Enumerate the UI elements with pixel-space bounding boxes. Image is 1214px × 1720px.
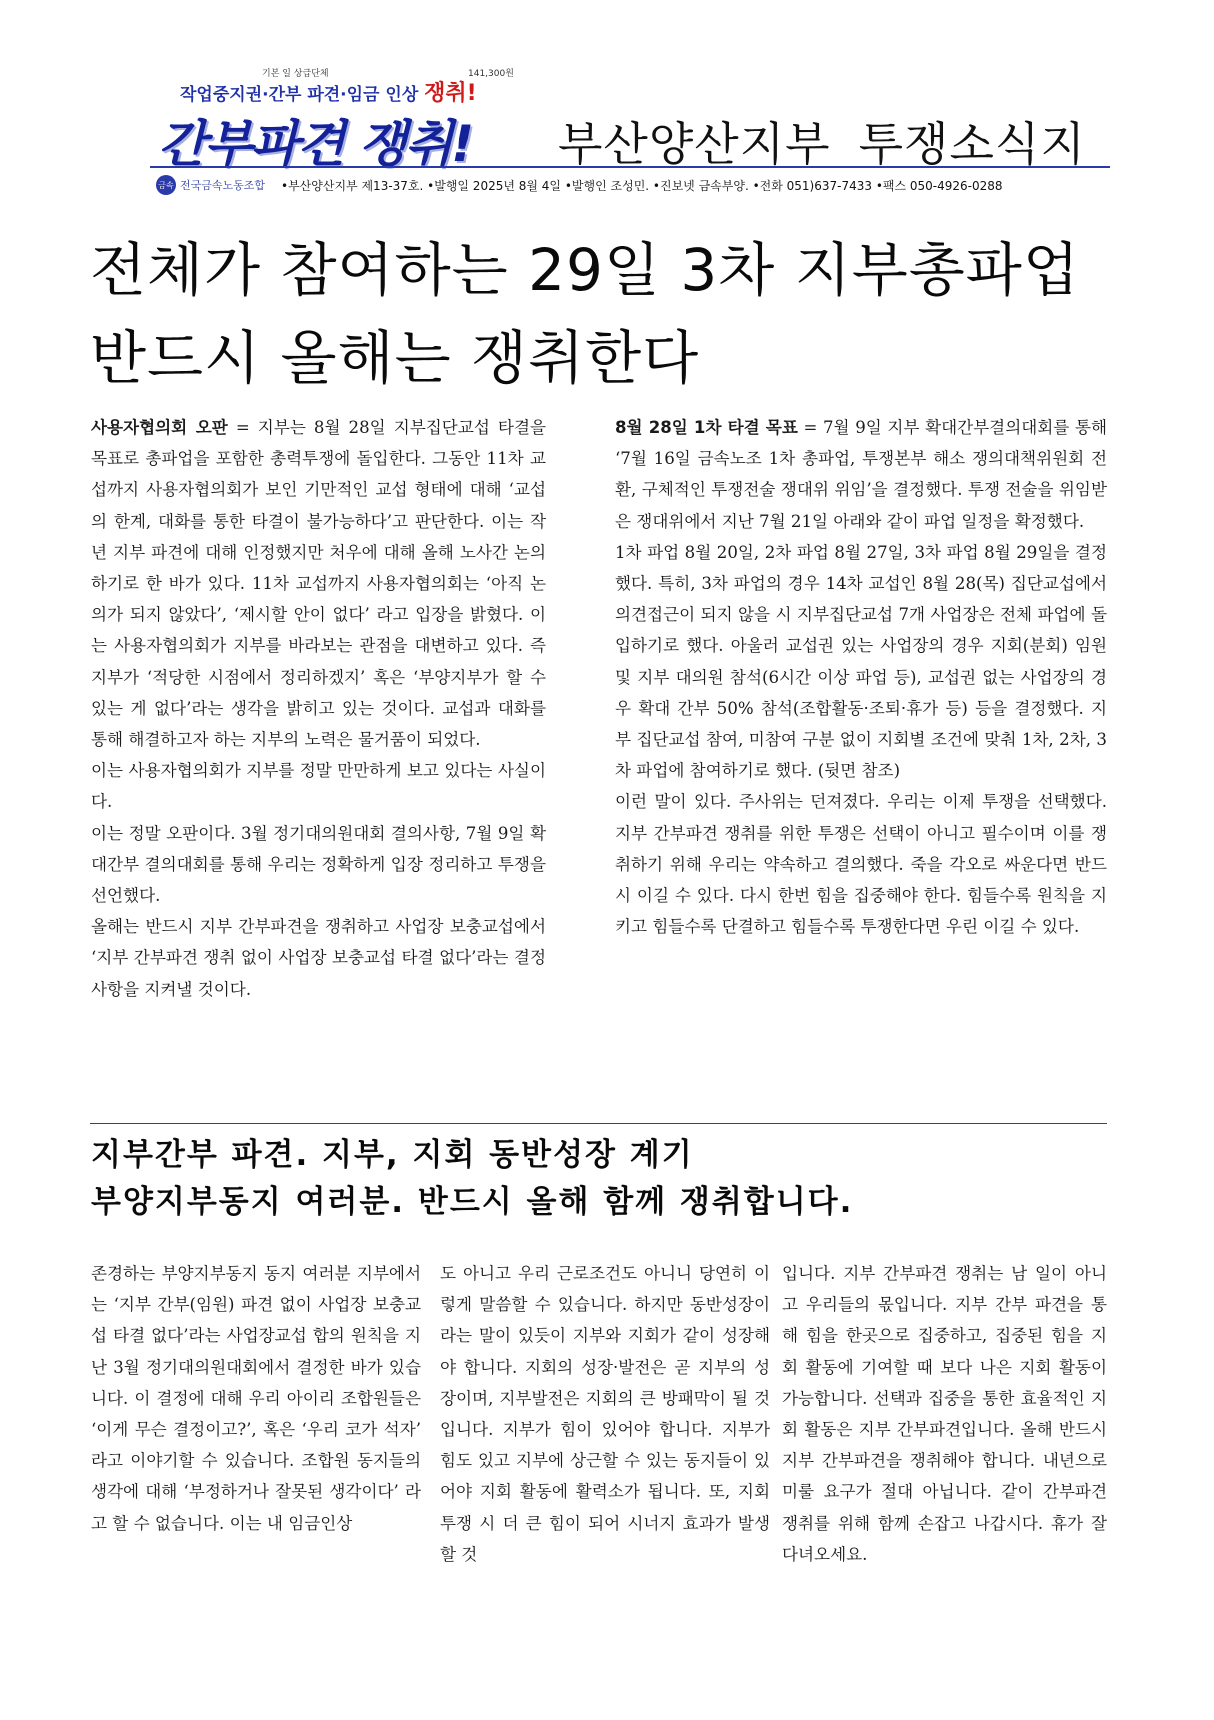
paragraph: 1차 파업 8월 20일, 2차 파업 8월 27일, 3차 파업 8월 29일을 결정했다. 특히, 3차 파업의 경우 14차 교섭인 8월 28(목) 집단교섭에서 의견접근이 되지 않을 시 지부집단교섭 7개 사업장은 전체 파업에 돌입하기로 했다. 아울러 교섭권 있는 사업장의 경우 지회(분회) 임원 및 지부 대의원 참석(6시간 이상 파업 등), 교섭권 없는 사업장의 경우 확대 간부 50% 참석(조합활동·조퇴·휴가 등) 등을 결정했다. 지부 집단교섭 참여, 미참여 구분 없이 지회별 조건에 맞춰 1차, 2차, 3차 파업에 참여하기로 했다. (뒷면 참조) bbox=[615, 542, 1107, 781]
section-divider bbox=[90, 1123, 1107, 1124]
article-2-column-3 bbox=[782, 1258, 1107, 1570]
slogan-note-2: 141,300원 bbox=[468, 69, 514, 79]
paragraph bbox=[615, 412, 1107, 537]
article-2-column-1 bbox=[91, 1258, 421, 1539]
main-headline bbox=[90, 226, 1140, 402]
article-2-headline-line-2: 부양지부동지 여러분. 반드시 올해 함께 쟁취합니다. bbox=[91, 1184, 854, 1220]
headline-line-2: 반드시 올해는 쟁취한다 bbox=[90, 324, 700, 392]
campaign-logo: 간부파견 쟁취! bbox=[158, 115, 473, 173]
article-2-column-2 bbox=[440, 1258, 770, 1570]
paragraph: 도 아니고 우리 근로조건도 아니니 당연히 이렇게 말씀할 수 있습니다. 하지만 동반성장이라는 말이 있듯이 지부와 지회가 같이 성장해야 합니다. 지회의 성장·발전은 곧 지부의 성장이며, 지부발전은 지회의 큰 방패막이 될 것입니다. 지부가 힘이 있어야 합니다. 지부가 힘도 있고 지부에 상근할 수 있는 동지들이 있어야 지회 활동에 활력소가 됩니다. 또, 지회 투쟁 시 더 큰 힘이 되어 시너지 효과가 발생할 것 bbox=[440, 1264, 770, 1564]
slogan-main: 작업중지권·간부 파견·임금 인상 bbox=[180, 85, 419, 105]
slogan bbox=[180, 76, 477, 107]
publication-info: •부산양산지부 제13-37호. •발행일 2025년 8월 4일 •발행인 조성민. •진보넷 금속부양. •전화 051)637-7433 •팩스 050-4926-0288 bbox=[281, 178, 1003, 193]
headline-line-1: 전체가 참여하는 29일 3차 지부총파업 bbox=[90, 236, 1080, 304]
paragraph: 이는 정말 오판이다. 3월 정기대의원대회 결의사항, 7월 9일 확대간부 결의대회를 통해 우리는 정확하게 입장 정리하고 투쟁을 선언했다. bbox=[91, 823, 546, 906]
newsletter-name: 투쟁소식지 bbox=[858, 117, 1086, 171]
branch-name: 부산양산지부 bbox=[558, 117, 831, 171]
article-1-column-1 bbox=[91, 412, 546, 1005]
slogan-win: 쟁취! bbox=[424, 81, 477, 106]
paragraph: 입니다. 지부 간부파견 쟁취는 남 일이 아니고 우리들의 몫입니다. 지부 간부 파견을 통해 힘을 한곳으로 집중하고, 집중된 힘을 지회 활동에 기여할 때 보다 나은 지회 활동이 가능합니다. 선택과 집중을 통한 효율적인 지회 활동은 지부 간부파견입니다. 올해 반드시 지부 간부파견을 쟁취해야 합니다. 내년으로 미룰 요구가 절대 아닙니다. 같이 간부파견 쟁취를 위해 함께 손잡고 나갑시다. 휴가 잘 다녀오세요. bbox=[782, 1264, 1107, 1564]
paragraph: 올해는 반드시 지부 간부파견을 쟁취하고 사업장 보충교섭에서 ‘지부 간부파견 쟁취 없이 사업장 보충교섭 타결 없다’라는 결정사항을 지켜낼 것이다. bbox=[91, 917, 546, 999]
paragraph: 이는 사용자협의회가 지부를 정말 만만하게 보고 있다는 사실이다. bbox=[91, 761, 546, 812]
section-lead: 8월 28일 1차 타결 목표 bbox=[615, 418, 798, 437]
article-1-column-2 bbox=[615, 412, 1107, 942]
paragraph: 이런 말이 있다. 주사위는 던져졌다. 우리는 이제 투쟁을 선택했다. 지부 간부파견 쟁취를 위한 투쟁은 선택이 아니고 필수이며 이를 쟁취하기 위해 우리는 약속하고 결의했다. 죽을 각오로 싸운다면 반드시 이길 수 있다. 다시 한번 힘을 집중해야 한다. 힘들수록 원칙을 지키고 힘들수록 단결하고 힘들수록 투쟁한다면 우린 이길 수 있다. bbox=[615, 792, 1107, 937]
publication-info-bar bbox=[150, 166, 1110, 202]
paragraph-text: = 7월 9일 지부 확대간부결의대회를 통해 ‘7월 16일 금속노조 1차 총파업, 투쟁본부 해소 쟁의대책위원회 전환, 구체적인 투쟁전술 쟁대위 위임’을 결정했다. 투쟁 전술을 위임받은 쟁대위에서 지난 7월 21일 아래와 같이 파업 일정을 확정했다. bbox=[615, 418, 1108, 531]
union-logo-icon: 금속 bbox=[156, 175, 176, 195]
article-2-headline-line-1: 지부간부 파견. 지부, 지회 동반성장 계기 bbox=[91, 1137, 694, 1173]
paragraph: 존경하는 부양지부동지 동지 여러분 지부에서는 ‘지부 간부(임원) 파견 없이 사업장 보충교섭 타결 없다’라는 사업장교섭 합의 원칙을 지난 3월 정기대의원대회에서 결정한 바가 있습니다. 이 결정에 대해 우리 아이리 조합원들은 ‘이게 무슨 결정이고?’, 혹은 ‘우리 코가 석자’ 라고 이야기할 수 있습니다. 조합원 동지들의 생각에 대해 ‘부정하거나 잘못된 생각이다’ 라고 할 수 없습니다. 이는 내 임금인상 bbox=[91, 1264, 421, 1533]
paragraph-text: = 지부는 8월 28일 지부집단교섭 타결을 목표로 총파업을 포함한 총력투쟁에 돌입한다. 그동안 11차 교섭까지 사용자협의회가 보인 기만적인 교섭 형태에 대해 ‘교섭의 한계, 대화를 통한 타결이 불가능하다’고 판단한다. 이는 작년 지부 파견에 대해 인정했지만 처우에 대해 올해 노사간 논의하기로 한 바가 있다. 11차 교섭까지 사용자협의회는 ‘아직 논의가 되지 않았다’, ‘제시할 안이 없다’ 라고 입장을 밝혔다. 이는 사용자협의회가 지부를 바라보는 관점을 대변하고 있다. 즉 지부가 ‘적당한 시점에서 정리하겠지’ 혹은 ‘부양지부가 할 수 있는 게 없다’라는 생각을 밝히고 있는 것이다. 교섭과 대화를 통해 해결하고자 하는 지부의 노력은 물거품이 되었다. bbox=[91, 418, 546, 750]
article-2-headline bbox=[91, 1132, 1111, 1226]
union-name: 전국금속노동조합 bbox=[180, 179, 266, 192]
slogan-note-1: 기본 일 상급단체 bbox=[262, 69, 329, 79]
masthead bbox=[150, 68, 1110, 178]
paragraph bbox=[91, 412, 546, 755]
section-lead: 사용자협의회 오판 bbox=[91, 418, 228, 437]
newsletter-title bbox=[558, 108, 1086, 174]
